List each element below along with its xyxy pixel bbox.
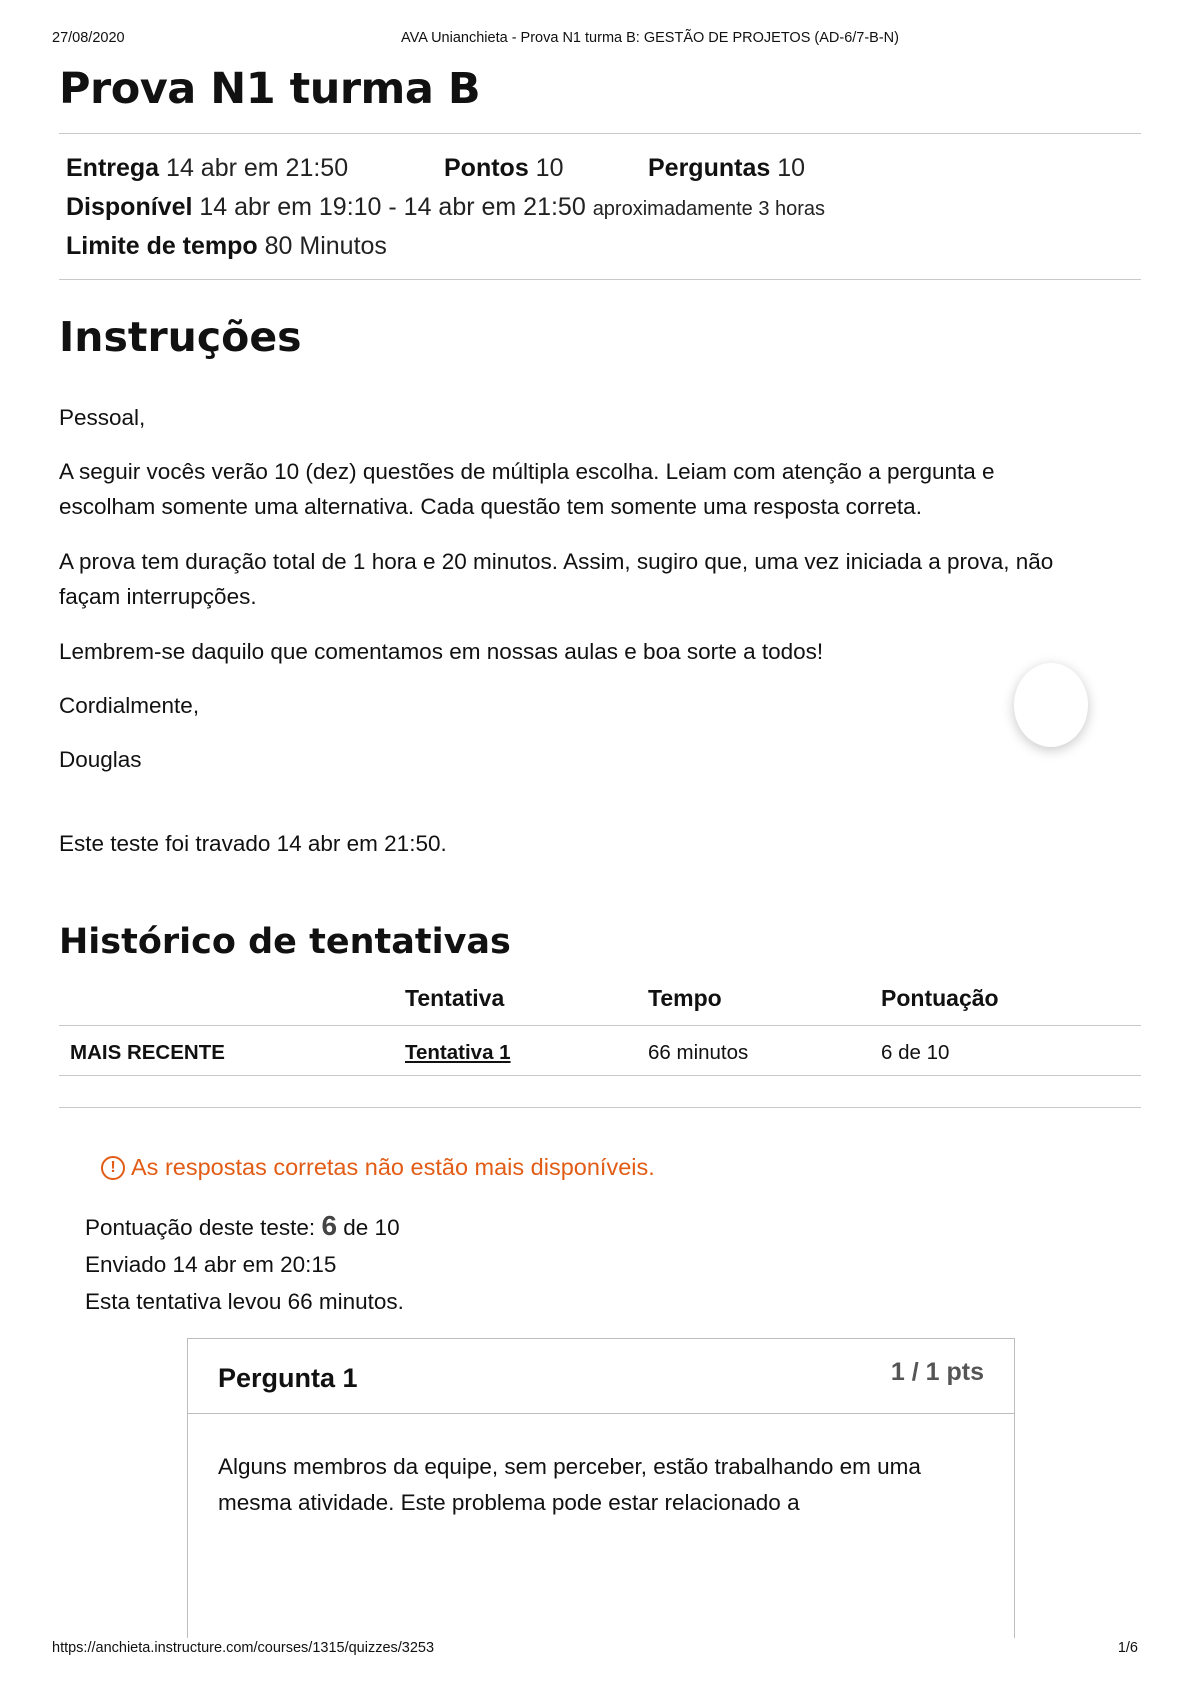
answers-unavailable-warning [101, 1154, 655, 1181]
attempt-score: 6 de 10 [881, 1041, 950, 1064]
submitted-date: Enviado 14 abr em 20:15 [85, 1252, 337, 1277]
pontos-info [444, 154, 563, 183]
limite-value: 80 Minutos [264, 232, 387, 260]
instructions-signature: Douglas [59, 747, 142, 772]
question-points: 1 / 1 pts [890, 1358, 984, 1386]
pontos-label: Pontos [444, 154, 529, 182]
row-label: MAIS RECENTE [70, 1041, 225, 1064]
instructions-paragraph: Pessoal, [59, 405, 146, 430]
divider [59, 133, 1141, 134]
divider [59, 279, 1141, 280]
print-url: https://anchieta.instructure.com/courses/1315/quizzes/3253 [52, 1640, 435, 1656]
instructions-paragraph: A prova tem duração total de 1 hora e 20 minutos. Assim, sugiro que, uma vez iniciada a prova, não façam interrupções. [59, 549, 1054, 609]
limite-label: Limite de tempo [66, 232, 258, 260]
score-prefix: Pontuação deste teste: [85, 1215, 316, 1240]
limite-info [66, 232, 387, 261]
disponivel-info [66, 193, 825, 222]
question-card [187, 1338, 1015, 1638]
history-heading: Histórico de tentativas [59, 922, 511, 962]
print-title: AVA Unianchieta - Prova N1 turma B: GESTÃO DE PROJETOS (AD-6/7-B-N) [401, 30, 899, 46]
instructions-paragraph: Cordialmente, [59, 693, 200, 718]
floating-action-button[interactable] [1014, 663, 1088, 747]
disponivel-note: aproximadamente 3 horas [592, 198, 826, 220]
attempt-duration: Esta tentativa levou 66 minutos. [85, 1289, 404, 1314]
entrega-value: 14 abr em 21:50 [166, 154, 349, 182]
question-header [188, 1339, 1014, 1414]
question-text: Alguns membros da equipe, sem perceber, estão trabalhando em uma mesma atividade. Este problema pode estar relacionado a [218, 1454, 921, 1515]
attempt-time: 66 minutos [648, 1041, 749, 1064]
disponivel-value: 14 abr em 19:10 - 14 abr em 21:50 [199, 193, 586, 221]
perguntas-label: Perguntas [648, 154, 771, 182]
table-header-divider [59, 1025, 1141, 1026]
score-value: 6 [321, 1210, 338, 1241]
warning-text: As respostas corretas não estão mais disponíveis. [131, 1154, 655, 1180]
divider [59, 1107, 1141, 1108]
attempt-link[interactable]: Tentativa 1 [405, 1041, 511, 1064]
page-title: Prova N1 turma B [59, 64, 481, 114]
entrega-label: Entrega [66, 154, 160, 182]
perguntas-value: 10 [777, 154, 806, 182]
instructions-paragraph: Lembrem-se daquilo que comentamos em nossas aulas e boa sorte a todos! [59, 639, 824, 664]
question-title: Pergunta 1 [218, 1363, 358, 1393]
score-summary [85, 1210, 400, 1242]
print-footer [52, 1640, 1138, 1660]
warning-icon: ! [101, 1156, 125, 1180]
disponivel-label: Disponível [66, 193, 193, 221]
page-number: 1/6 [1117, 1640, 1138, 1656]
table-row-divider [59, 1075, 1141, 1076]
pontos-value: 10 [535, 154, 564, 182]
quiz-meta-row-1 [66, 154, 348, 183]
instructions-paragraph: A seguir vocês verão 10 (dez) questões de múltipla escolha. Leiam com atenção a pergunta e escolham somente uma alternativa. Cada questão tem somente uma resposta correta. [59, 459, 995, 519]
column-header-score: Pontuação [881, 985, 999, 1011]
print-date: 27/08/2020 [52, 30, 125, 46]
score-suffix: de 10 [343, 1215, 400, 1240]
perguntas-info [648, 154, 805, 183]
locked-notice: Este teste foi travado 14 abr em 21:50. [59, 831, 447, 856]
column-header-time: Tempo [648, 985, 722, 1011]
instructions-heading: Instruções [59, 313, 302, 361]
column-header-attempt: Tentativa [405, 985, 505, 1011]
print-header [52, 30, 1138, 50]
